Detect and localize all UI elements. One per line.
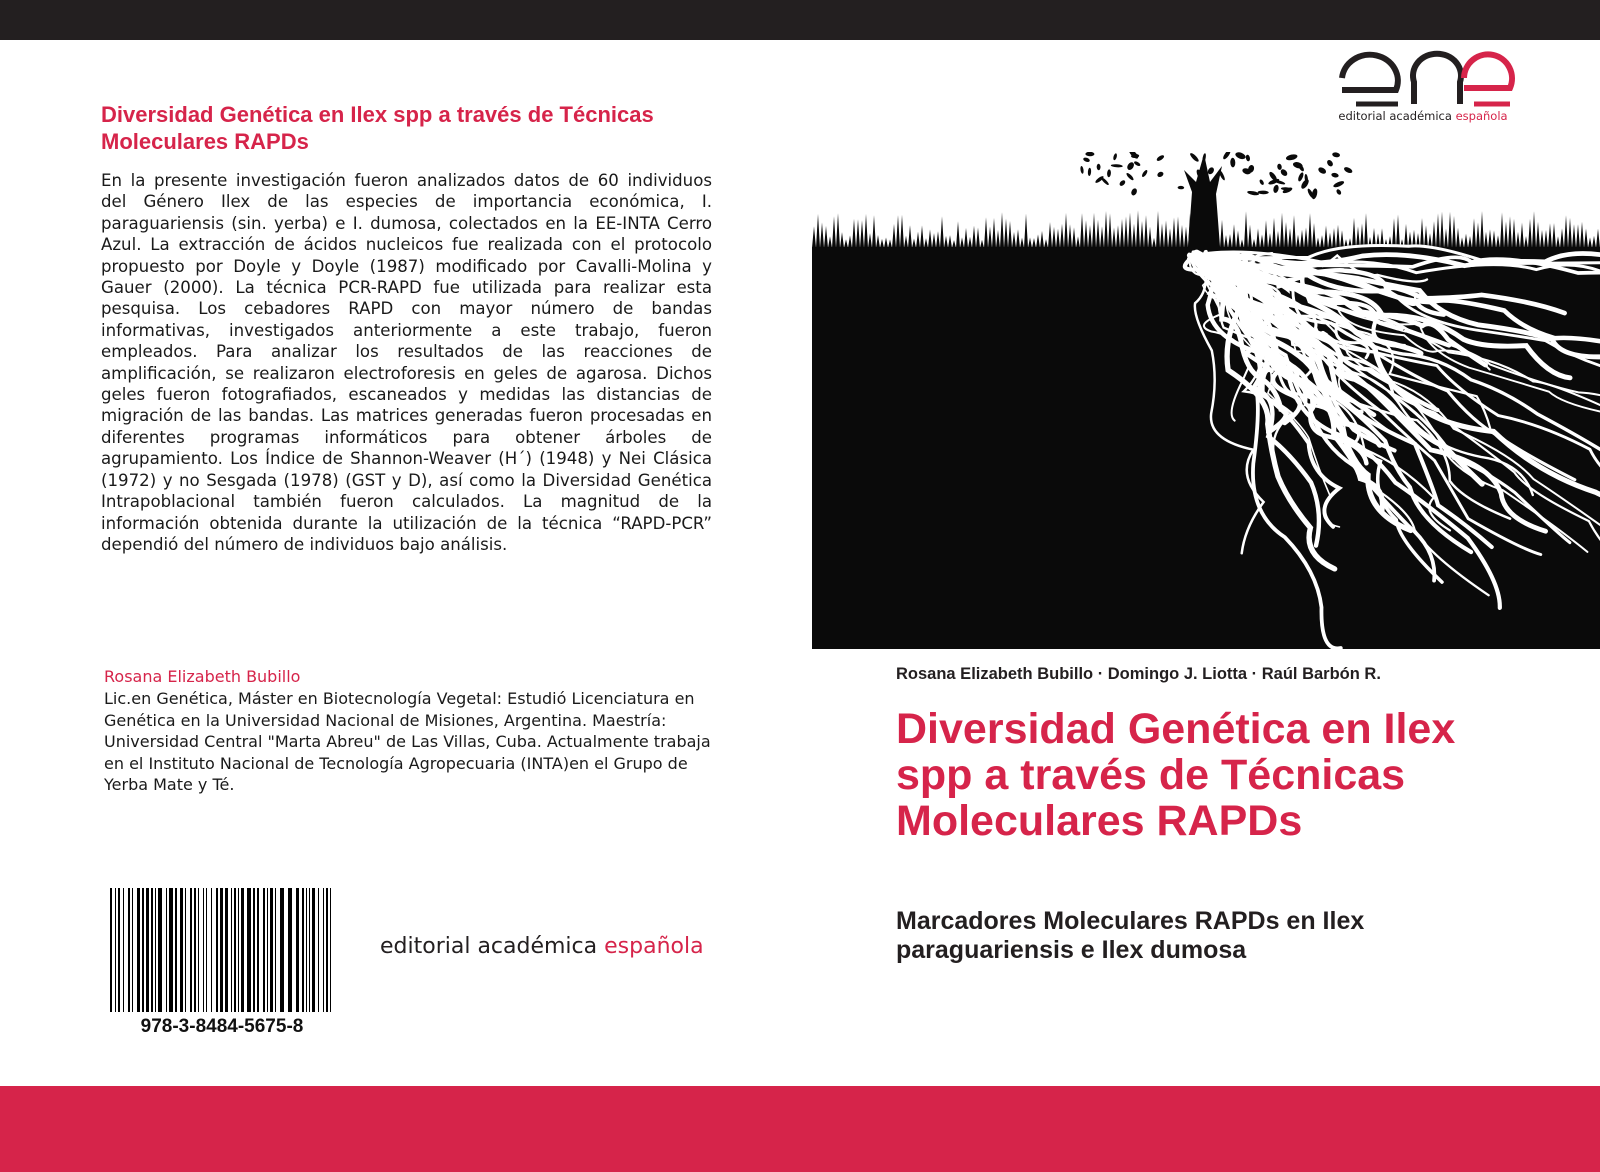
front-cover-title: Diversidad Genética en Ilex spp a través de Técnicas Moleculares RAPDs: [896, 705, 1456, 845]
author-bio: Lic.en Genética, Máster en Biotecnología Vegetal: Estudió Licenciatura en Genética en la Universidad Nacional de Misiones, Argentina. Maestría: Universidad Central "Marta Abreu" de Las Villas, Cuba. Actualmente trabaja en el Instituto Nacional de Tecnología Agropecuaria (INTA)en el Grupo de Yerba Mate y Té.: [104, 689, 711, 794]
back-cover-title: Diversidad Genética en Ilex spp a través de Técnicas Moleculares RAPDs: [101, 102, 654, 154]
logo-caption-accent: española: [1455, 109, 1508, 123]
bottom-bar: [0, 1086, 1600, 1172]
barcode: [110, 888, 334, 1012]
front-cover-authors: Rosana Elizabeth Bubillo · Domingo J. Liotta · Raúl Barbón R.: [896, 665, 1381, 683]
logo-caption-main: editorial académica: [1338, 109, 1456, 123]
top-bar: [0, 0, 1600, 40]
publisher-name-accent: española: [604, 934, 704, 959]
publisher-name-back: [380, 934, 704, 959]
publisher-name-main: editorial académica: [380, 934, 605, 959]
isbn-number: 978-3-8484-5675-8: [140, 1016, 304, 1037]
author-name: Rosana Elizabeth Bubillo: [104, 667, 301, 686]
back-cover-blurb: En la presente investigación fueron analizados datos de 60 individuos del Género Ilex de las especies de importancia económica, I. paraguariensis (sin. yerba) e I. dumosa, colectados en la EE-INTA Cerro Azul. La extracción de ácidos nucleicos fue realizada con el protocolo propuesto por Doyle y Doyle (1987) modificado por Cavalli-Molina y Gauer (2000). La técnica PCR-RAPD fue utilizada para realizar esta pesquisa. Los cebadores RAPD con mayor número de bandas informativas, investigados anteriormente a este trabajo, fueron empleados. Para analizar los resultados de las reacciones de amplificación, se realizaron electroforesis en geles de agarosa. Dichos geles fueron fotografiados, escaneados y medidas las distancias de migración de las bandas. Las matrices generadas fueron procesadas en diferentes programas informáticos para obtener árboles de agrupamiento. Los Índice de Shannon-Weaver (H´) (1948) y Nei Clásica (1972) y no Sesgada (1978) (GST y D), así como la Diversidad Genética Intrapoblacional también fueron calculados. La magnitud de la información obtenida durante la utilización de la técnica “RAPD-PCR” dependió del número de individuos bajo análisis.: [101, 171, 712, 554]
publisher-logo-caption: [1330, 109, 1516, 123]
front-cover-subtitle: Marcadores Moleculares RAPDs en Ilex paraguariensis e Ilex dumosa: [896, 907, 1365, 964]
cover-illustration-tree-roots: [812, 152, 1600, 649]
